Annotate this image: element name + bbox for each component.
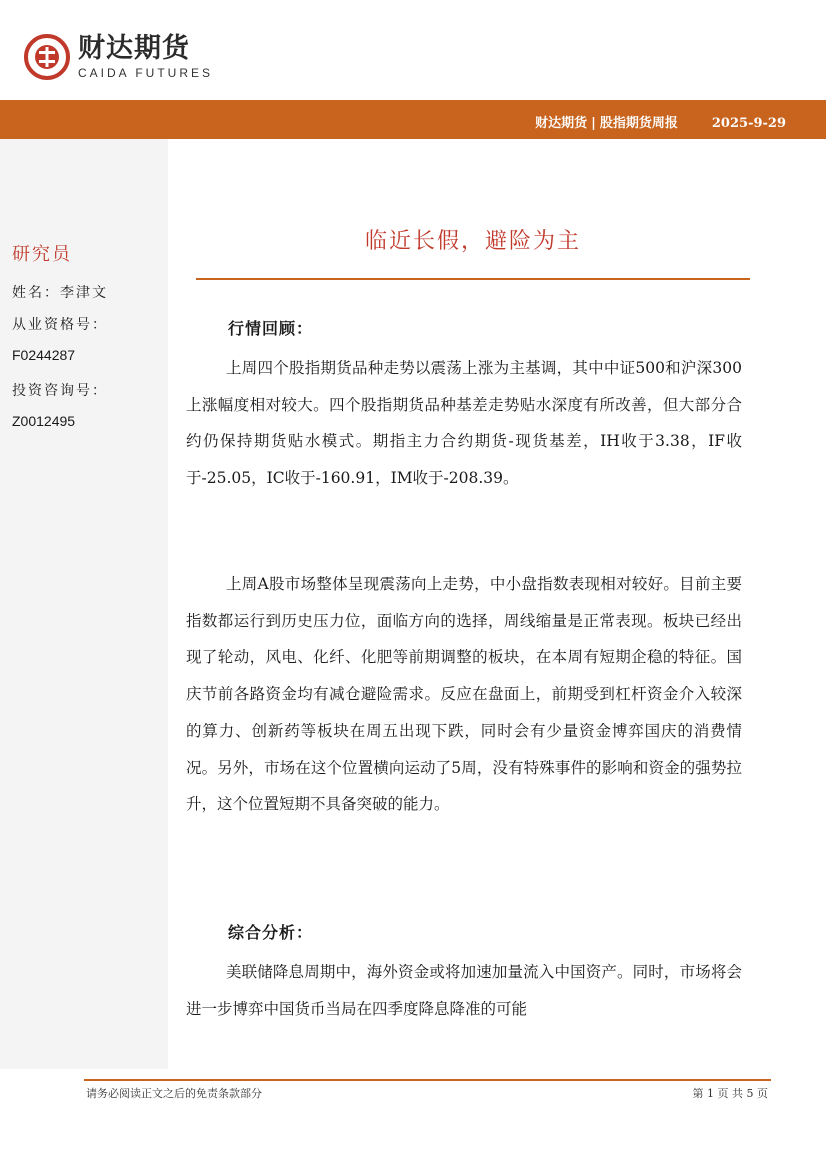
researcher-title: 研究员 (12, 244, 72, 265)
title-divider (196, 278, 750, 280)
consult-number: Z0012495 (12, 413, 76, 429)
section-heading-analysis: 综合分析： (228, 923, 314, 942)
paragraph-review-1: 上周四个股指期货品种走势以震荡上涨为主基调，其中中证500和沪深300上涨幅度相对较大。四个股指期货品种基差走势贴水深度有所改善，但大部分合约仍保持期货贴水模式。期指主力合约期货-现货基差，IH收于3.38，IF收于-25.05，IC收于-160.91，IM收于-208.39。 (186, 359, 742, 488)
sidebar (0, 139, 168, 1069)
logo-english-name: CAIDA FUTURES (78, 66, 214, 80)
section-heading-review: 行情回顾： (228, 319, 314, 338)
footer-disclaimer: 请务必阅读正文之后的免责条款部分 (86, 1087, 262, 1100)
qualification-number: F0244287 (12, 347, 76, 363)
footer-divider (84, 1079, 771, 1081)
document-title: 临近长假，避险为主 (364, 229, 581, 254)
header-info (535, 112, 786, 131)
footer-page-info: 第 1 页 共 5 页 (692, 1087, 768, 1100)
header-date: 2025-9-29 (711, 116, 786, 131)
paragraph-review-2: 上周A股市场整体呈现震荡向上走势，中小盘指数表现相对较好。目前主要指数都运行到历史压力位，面临方向的选择，周线缩量是正常表现。板块已经出现了轮动，风电、化纤、化肥等前期调整的板块，在本周有短期企稳的特征。国庆节前各路资金均有减仓避险需求。反应在盘面上，前期受到杠杆资金介入较深的算力、创新药等板块在周五出现下跌，同时会有少量资金博弈国庆的消费情况。另外，市场在这个位置横向运动了5周，没有特殊事件的影响和资金的强势拉升，这个位置短期不具备突破的能力。 (186, 575, 742, 814)
caida-logo-icon (24, 34, 70, 80)
header-separator: | (591, 116, 596, 131)
paragraph-analysis-1: 美联储降息周期中，海外资金或将加速加量流入中国资产。同时，市场将会进一步博弈中国货币当局在四季度降息降准的可能 (186, 963, 742, 1018)
header-company: 财达期货 (535, 116, 588, 131)
header-report-type: 股指期货周报 (599, 116, 678, 131)
researcher-name: 姓名：李津文 (12, 285, 108, 301)
consult-label: 投资咨询号： (12, 383, 108, 399)
qualification-label: 从业资格号： (12, 317, 108, 333)
company-logo (24, 34, 213, 80)
logo-chinese-name: 财达期货 (78, 33, 190, 64)
